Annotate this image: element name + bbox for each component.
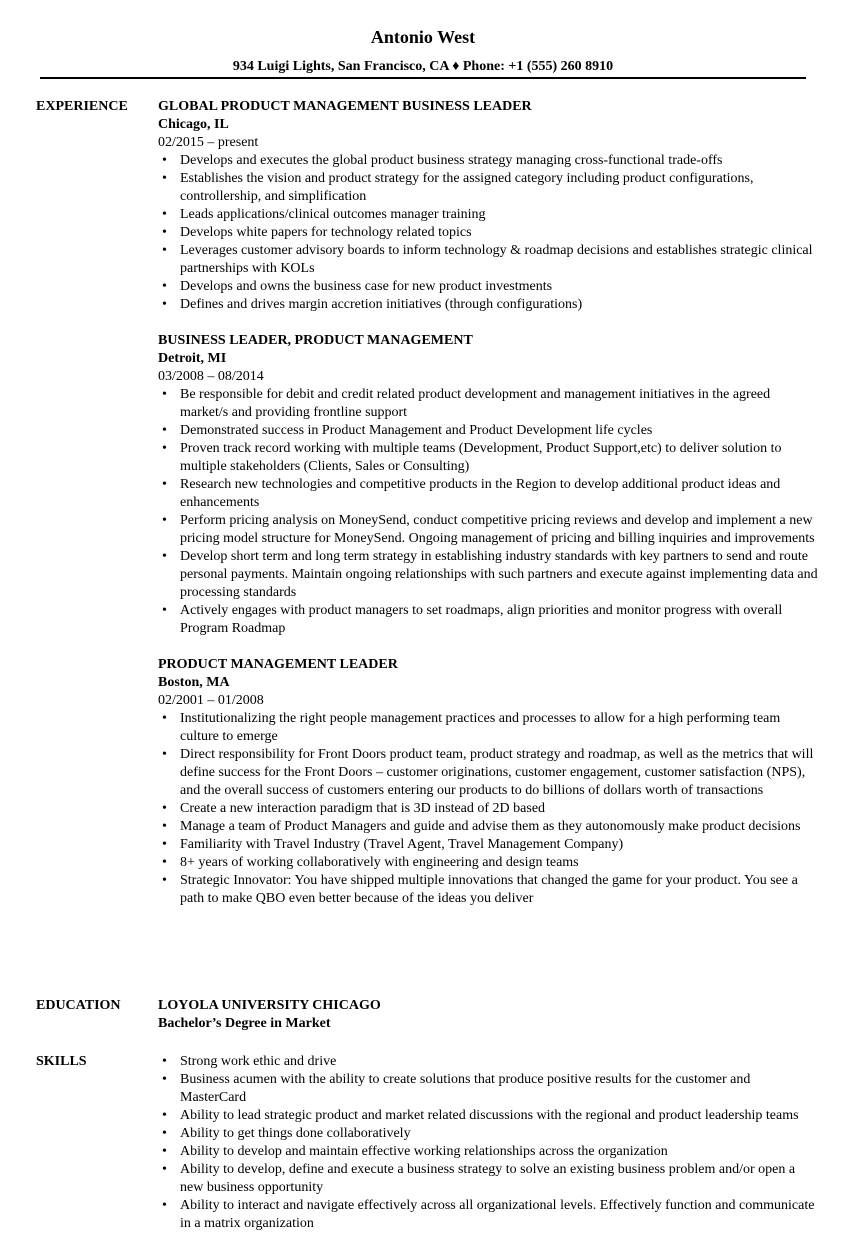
job-entry [158, 98, 818, 314]
job-location: Detroit, MI [158, 351, 227, 366]
job-title: GLOBAL PRODUCT MANAGEMENT BUSINESS LEADER [158, 99, 532, 114]
list-item: • Ability to develop, define and execute a business strategy to solve an existing business problem and/or open a new business opportunity [158, 1161, 818, 1197]
job-bullets [158, 710, 818, 908]
list-item: • Actively engages with product managers to set roadmaps, align priorities and monitor progress with overall Program Roadmap [158, 602, 818, 638]
list-item: • Manage a team of Product Managers and guide and advise them as they autonomously make product decisions [158, 818, 818, 836]
list-item: • Ability to develop and maintain effective working relationships across the organization [158, 1143, 818, 1161]
job-entry [158, 332, 818, 638]
list-item: • Demonstrated success in Product Management and Product Development life cycles [158, 422, 818, 440]
list-item: • Develops white papers for technology related topics [158, 224, 818, 242]
job-bullets [158, 386, 818, 638]
list-item: • Develops and executes the global product business strategy managing cross-functional trade-offs [158, 152, 818, 170]
list-item: • Institutionalizing the right people management practices and processes to allow for a high performing team culture to emerge [158, 710, 818, 746]
job-entry [158, 656, 818, 908]
list-item: • Ability to get things done collaboratively [158, 1125, 818, 1143]
candidate-name: Antonio West [370, 27, 476, 47]
list-item: • Familiarity with Travel Industry (Travel Agent, Travel Management Company) [158, 836, 818, 854]
list-item: • Proven track record working with multiple teams (Development, Product Support,etc) to deliver solution to multiple stakeholders (Clients, Sales or Consulting) [158, 440, 818, 476]
job-dates: 02/2001 – 01/2008 [158, 693, 264, 708]
job-bullets [158, 152, 818, 314]
list-item: • Defines and drives margin accretion initiatives (through configurations) [158, 296, 818, 314]
skills-list [158, 1053, 818, 1233]
list-item: • Create a new interaction paradigm that is 3D instead of 2D based [158, 800, 818, 818]
list-item: • Strong work ethic and drive [158, 1053, 818, 1071]
list-item: • 8+ years of working collaboratively with engineering and design teams [158, 854, 818, 872]
job-dates: 03/2008 – 08/2014 [158, 369, 264, 384]
section-label-skills: SKILLS [36, 1054, 87, 1069]
section-label-experience: EXPERIENCE [36, 99, 128, 114]
job-title: PRODUCT MANAGEMENT LEADER [158, 657, 398, 672]
list-item: • Direct responsibility for Front Doors product team, product strategy and roadmap, as well as the metrics that will define success for the Front Doors – customer originations, customer engagement, customer satisfaction (NPS), and the overall success of customers entering our products to do billions of dollars worth of transactions [158, 746, 818, 800]
section-label-education: EDUCATION [36, 998, 121, 1013]
list-item: • Business acumen with the ability to create solutions that produce positive results for the customer and MasterCard [158, 1071, 818, 1107]
job-title: BUSINESS LEADER, PRODUCT MANAGEMENT [158, 333, 473, 348]
list-item: • Develop short term and long term strategy in establishing industry standards with key partners to send and route personal payments. Maintain ongoing relationships with such partners and execute against implementing data and processing standards [158, 548, 818, 602]
list-item: • Develops and owns the business case for new product investments [158, 278, 818, 296]
school-name: LOYOLA UNIVERSITY CHICAGO [158, 998, 381, 1013]
list-item: • Leverages customer advisory boards to inform technology & roadmap decisions and establishes strategic clinical partnerships with KOLs [158, 242, 818, 278]
job-location: Boston, MA [158, 675, 230, 690]
list-item: • Establishes the vision and product strategy for the assigned category including product configurations, controllership, and simplification [158, 170, 818, 206]
list-item: • Ability to lead strategic product and market related discussions with the regional and product leadership teams [158, 1107, 818, 1125]
list-item: • Perform pricing analysis on MoneySend, conduct competitive pricing reviews and develop and implement a new pricing model structure for MoneySend. Ongoing management of pricing and billing inquiries and improvements [158, 512, 818, 548]
list-item: • Be responsible for debit and credit related product development and management initiatives in the agreed market/s and providing frontline support [158, 386, 818, 422]
job-location: Chicago, IL [158, 117, 229, 132]
list-item: • Ability to interact and navigate effectively across all organizational levels. Effectively function and communicate in a matrix organization [158, 1197, 818, 1233]
list-item: • Leads applications/clinical outcomes manager training [158, 206, 818, 224]
contact-line: 934 Luigi Lights, San Francisco, CA ♦ Phone: +1 (555) 260 8910 [232, 59, 614, 74]
job-dates: 02/2015 – present [158, 135, 259, 150]
list-item: • Strategic Innovator: You have shipped multiple innovations that changed the game for your product. You see a path to make QBO even better because of the ideas you deliver [158, 872, 818, 908]
list-item: • Research new technologies and competitive products in the Region to develop additional product ideas and enhancements [158, 476, 818, 512]
header-divider [40, 77, 806, 79]
degree: Bachelor’s Degree in Market [158, 1016, 331, 1031]
